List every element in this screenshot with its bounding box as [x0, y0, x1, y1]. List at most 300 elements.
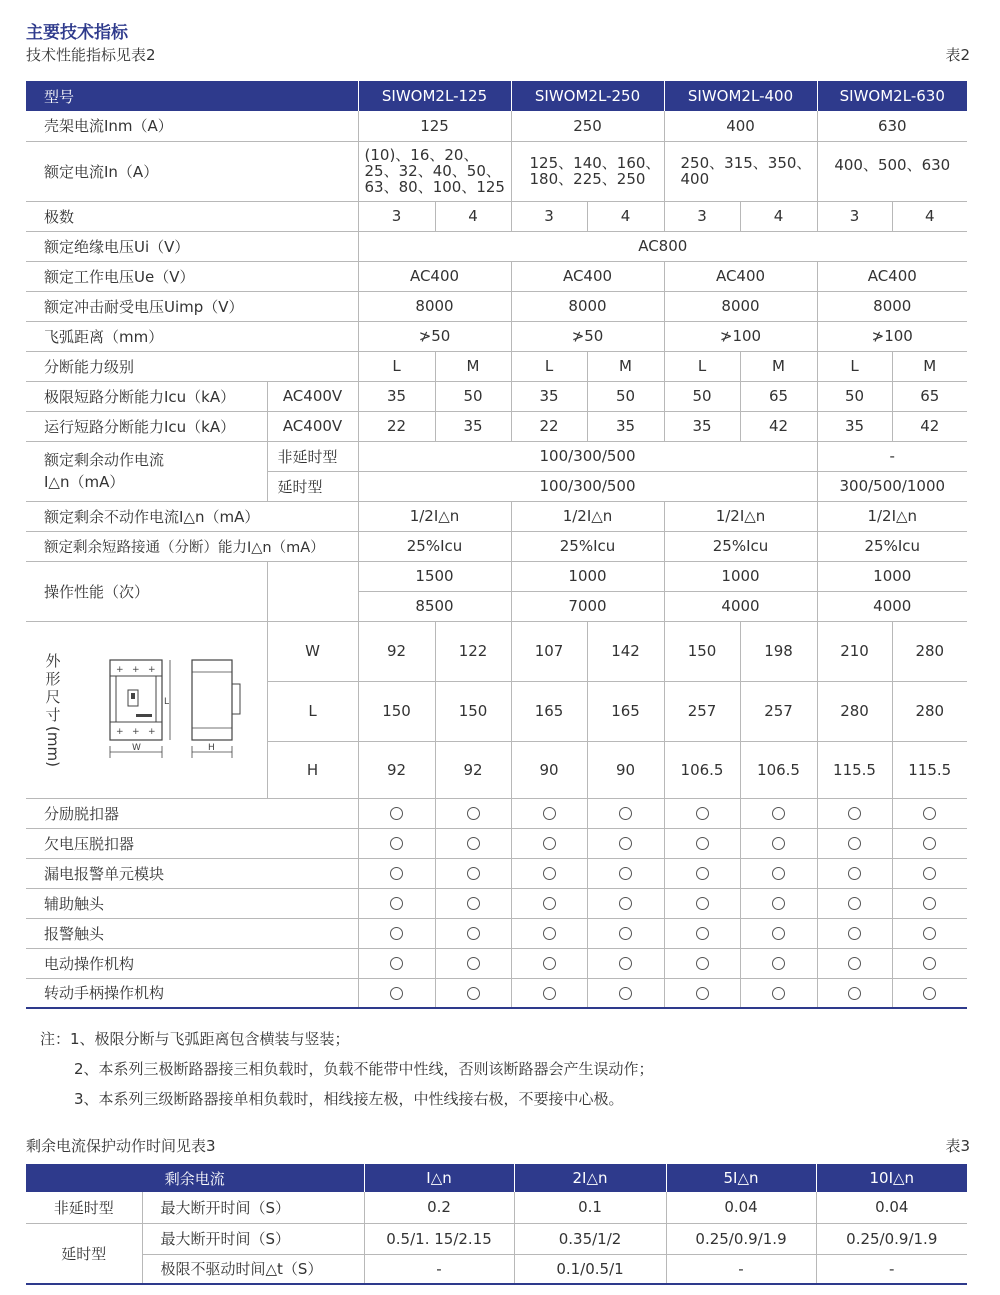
cell: 90 [511, 741, 587, 798]
cell: AC400 [817, 261, 967, 291]
sketch-l-label: L [164, 696, 170, 707]
cell: 198 [740, 621, 817, 681]
option-cell [358, 858, 435, 888]
cell: 115.5 [892, 741, 967, 798]
circle-option-icon [543, 837, 556, 850]
circle-option-icon [543, 957, 556, 970]
option-cell [358, 888, 435, 918]
option-cell [511, 798, 587, 828]
circle-option-icon [923, 957, 936, 970]
cell: M [587, 351, 664, 381]
table2-caption: 技术性能指标见表2 [26, 46, 156, 64]
circle-option-icon [543, 987, 556, 1000]
cell: 3 [511, 201, 587, 231]
header-model: 型号 [26, 81, 358, 111]
cell: 42 [892, 411, 967, 441]
cell: 25%Icu [664, 531, 817, 561]
circle-option-icon [772, 897, 785, 910]
cell: 35 [664, 411, 740, 441]
row-label: 极限短路分断能力Icu（kA） [26, 381, 267, 411]
option-cell [435, 798, 511, 828]
cell: - [666, 1254, 816, 1284]
cell: AC400 [511, 261, 664, 291]
cell: AC800 [358, 231, 967, 261]
option-cell [740, 798, 817, 828]
cell: 122 [435, 621, 511, 681]
option-cell [664, 918, 740, 948]
option-cell [587, 978, 664, 1008]
sketch-h-label: H [208, 742, 215, 753]
row-frame-current [26, 111, 967, 141]
circle-option-icon [390, 897, 403, 910]
option-cell [892, 948, 967, 978]
accessory-row [26, 918, 967, 948]
circle-option-icon [772, 927, 785, 940]
svg-text:+: + [148, 664, 156, 675]
cell: ≯50 [511, 321, 664, 351]
cell: 4 [587, 201, 664, 231]
item-cell: 最大断开时间（S） [142, 1223, 364, 1254]
type-cell: 非延时型 [26, 1192, 142, 1223]
option-cell [817, 888, 892, 918]
accessory-row [26, 888, 967, 918]
svg-text:+: + [148, 726, 156, 737]
circle-option-icon [467, 837, 480, 850]
accessory-label: 辅助触头 [26, 888, 358, 918]
circle-option-icon [923, 987, 936, 1000]
dimension-diagram-cell [26, 621, 267, 798]
blank-cell [267, 561, 358, 621]
circle-option-icon [619, 837, 632, 850]
accessory-label: 电动操作机构 [26, 948, 358, 978]
row-label: 分断能力级别 [26, 351, 358, 381]
circle-option-icon [390, 957, 403, 970]
option-cell [817, 978, 892, 1008]
option-cell [892, 978, 967, 1008]
circle-option-icon [390, 987, 403, 1000]
option-cell [587, 798, 664, 828]
option-cell [740, 918, 817, 948]
option-cell [511, 948, 587, 978]
circle-option-icon [696, 927, 709, 940]
dim-w-label: W [267, 621, 358, 681]
row-label: 额定剩余不动作电流I△n（mA） [26, 501, 358, 531]
option-cell [358, 978, 435, 1008]
circle-option-icon [772, 957, 785, 970]
circle-option-icon [619, 867, 632, 880]
option-cell [664, 978, 740, 1008]
cell: 125、140、160、180、225、250 [511, 141, 664, 201]
cell: 257 [664, 681, 740, 741]
item-cell: 最大断开时间（S） [142, 1192, 364, 1223]
circle-option-icon [848, 927, 861, 940]
svg-text:+: + [116, 664, 124, 675]
cell: 22 [358, 411, 435, 441]
row-label: 壳架电流Inm（A） [26, 111, 358, 141]
cell: 400、500、630 [817, 141, 967, 201]
option-cell [740, 978, 817, 1008]
option-cell [587, 858, 664, 888]
cell: 150 [664, 621, 740, 681]
cell: 0.1 [514, 1192, 666, 1223]
circle-option-icon [696, 897, 709, 910]
circle-option-icon [390, 867, 403, 880]
option-cell [587, 888, 664, 918]
row-label: 额定冲击耐受电压Uimp（V） [26, 291, 358, 321]
cell: 3 [817, 201, 892, 231]
cell: ≯100 [817, 321, 967, 351]
circle-option-icon [543, 927, 556, 940]
row-arc-distance [26, 321, 967, 351]
row-rated-current [26, 141, 967, 201]
accessory-row [26, 858, 967, 888]
t3-row-delay-max [26, 1223, 967, 1254]
row-working-voltage [26, 261, 967, 291]
cell: 35 [587, 411, 664, 441]
cell: AC400 [664, 261, 817, 291]
circle-option-icon [848, 837, 861, 850]
cell: 250 [511, 111, 664, 141]
circle-option-icon [619, 957, 632, 970]
cell: L [358, 351, 435, 381]
cell: 8500 [358, 591, 511, 621]
sketch-w-label: W [132, 742, 141, 753]
cell: 1/2I△n [664, 501, 817, 531]
accessory-label: 报警触头 [26, 918, 358, 948]
option-cell [740, 948, 817, 978]
cell: 4000 [817, 591, 967, 621]
cell: 92 [358, 741, 435, 798]
cell: M [740, 351, 817, 381]
dim-char: 形 [45, 669, 61, 688]
option-cell [817, 918, 892, 948]
spec-table [26, 81, 967, 1009]
option-cell [740, 828, 817, 858]
svg-text:+: + [132, 726, 140, 737]
cell: 35 [511, 381, 587, 411]
option-cell [511, 858, 587, 888]
residual-time-table [26, 1164, 967, 1285]
cell: 0.1/0.5/1 [514, 1254, 666, 1284]
row-label: 运行短路分断能力Icu（kA） [26, 411, 267, 441]
cell: - [364, 1254, 514, 1284]
circle-option-icon [772, 987, 785, 1000]
cell: 25%Icu [817, 531, 967, 561]
option-cell [358, 798, 435, 828]
row-impulse-voltage [26, 291, 967, 321]
circle-option-icon [619, 807, 632, 820]
cell: - [816, 1254, 967, 1284]
circle-option-icon [848, 957, 861, 970]
circle-option-icon [467, 897, 480, 910]
accessory-row [26, 828, 967, 858]
option-cell [358, 918, 435, 948]
dim-unit: (mm) [44, 725, 62, 767]
option-cell [358, 828, 435, 858]
circle-option-icon [543, 897, 556, 910]
cell: 300/500/1000 [817, 471, 967, 501]
option-cell [892, 798, 967, 828]
option-cell [664, 888, 740, 918]
non-delay-label: 非延时型 [267, 441, 358, 471]
breaker-sketch-icon [106, 650, 256, 775]
header-630: SIWOM2L-630 [817, 81, 967, 111]
cell: 1000 [511, 561, 664, 591]
cell: 8000 [358, 291, 511, 321]
option-cell [664, 858, 740, 888]
cell: 7000 [511, 591, 664, 621]
delay-label: 延时型 [267, 471, 358, 501]
circle-option-icon [923, 837, 936, 850]
cell: 1500 [358, 561, 511, 591]
option-cell [587, 948, 664, 978]
table3-tag: 表3 [945, 1137, 970, 1155]
t3-header-2: 2I△n [514, 1164, 666, 1192]
option-cell [740, 888, 817, 918]
circle-option-icon [772, 867, 785, 880]
circle-option-icon [543, 807, 556, 820]
dim-h-label: H [267, 741, 358, 798]
cell: 165 [587, 681, 664, 741]
cell: 0.04 [666, 1192, 816, 1223]
cell: 0.25/0.9/1.9 [666, 1223, 816, 1254]
row-label: 额定剩余短路接通（分断）能力I△n（mA） [26, 531, 358, 561]
header-250: SIWOM2L-250 [511, 81, 664, 111]
residual-label-line1: 额定剩余动作电流 [44, 451, 165, 469]
option-cell [587, 918, 664, 948]
cell: ≯50 [358, 321, 511, 351]
cell: 8000 [511, 291, 664, 321]
accessory-label: 转动手柄操作机构 [26, 978, 358, 1008]
item-cell: 极限不驱动时间△t（S） [142, 1254, 364, 1284]
circle-option-icon [390, 837, 403, 850]
t3-row-non-delay [26, 1192, 967, 1223]
circle-option-icon [696, 987, 709, 1000]
circle-option-icon [619, 927, 632, 940]
svg-text:+: + [132, 664, 140, 675]
accessory-row [26, 948, 967, 978]
cell: 250、315、350、400 [664, 141, 817, 201]
voltage-cell: AC400V [267, 381, 358, 411]
cell: 1000 [817, 561, 967, 591]
cell: 0.2 [364, 1192, 514, 1223]
circle-option-icon [696, 957, 709, 970]
cell: 0.04 [816, 1192, 967, 1223]
cell: 4000 [664, 591, 817, 621]
row-poles [26, 201, 967, 231]
circle-option-icon [696, 867, 709, 880]
cell: 8000 [817, 291, 967, 321]
header-400: SIWOM2L-400 [664, 81, 817, 111]
cell: 22 [511, 411, 587, 441]
t3-row-delay-limit [26, 1254, 967, 1284]
cell: 115.5 [817, 741, 892, 798]
dimension-label [44, 652, 62, 767]
svg-text:+: + [116, 726, 124, 737]
cell: M [892, 351, 967, 381]
cell: 90 [587, 741, 664, 798]
cell: 100/300/500 [358, 471, 817, 501]
option-cell [740, 858, 817, 888]
option-cell [587, 828, 664, 858]
circle-option-icon [619, 987, 632, 1000]
accessories-body [26, 798, 967, 1008]
circle-option-icon [543, 867, 556, 880]
cell: 107 [511, 621, 587, 681]
option-cell [817, 858, 892, 888]
circle-option-icon [848, 987, 861, 1000]
cell: 50 [664, 381, 740, 411]
cell: AC400 [358, 261, 511, 291]
option-cell [435, 858, 511, 888]
row-operating-1 [26, 561, 967, 591]
circle-option-icon [467, 807, 480, 820]
option-cell [511, 888, 587, 918]
cell: 280 [817, 681, 892, 741]
cell: 106.5 [664, 741, 740, 798]
circle-option-icon [923, 897, 936, 910]
cell: 1/2I△n [358, 501, 511, 531]
cell: L [817, 351, 892, 381]
cell: 3 [358, 201, 435, 231]
cell: 25%Icu [511, 531, 664, 561]
cell: 92 [435, 741, 511, 798]
cell: 1/2I△n [511, 501, 664, 531]
accessory-row [26, 978, 967, 1008]
cell: ≯100 [664, 321, 817, 351]
cell: 65 [892, 381, 967, 411]
circle-option-icon [923, 867, 936, 880]
cell: 3 [664, 201, 740, 231]
row-label: 额定电流In（A） [26, 141, 358, 201]
option-cell [664, 798, 740, 828]
option-cell [435, 978, 511, 1008]
accessory-row [26, 798, 967, 828]
residual-label-line2: I△n（mA） [44, 473, 125, 491]
option-cell [892, 858, 967, 888]
cell: 125 [358, 111, 511, 141]
option-cell [817, 828, 892, 858]
circle-option-icon [848, 867, 861, 880]
option-cell [664, 948, 740, 978]
dim-char: 寸 [45, 705, 61, 724]
option-cell [892, 918, 967, 948]
circle-option-icon [467, 867, 480, 880]
circle-option-icon [467, 927, 480, 940]
option-cell [435, 948, 511, 978]
cell: 4 [435, 201, 511, 231]
note-2: 2、本系列三极断路器接三相负载时，负载不能带中性线，否则该断路器会产生误动作； [74, 1060, 654, 1078]
voltage-cell: AC400V [267, 411, 358, 441]
circle-option-icon [848, 897, 861, 910]
row-label: 极数 [26, 201, 358, 231]
row-label: 飞弧距离（mm） [26, 321, 358, 351]
row-label: 操作性能（次） [26, 561, 267, 621]
row-residual-non-delay [26, 441, 967, 471]
row-label: 额定工作电压Ue（V） [26, 261, 358, 291]
option-cell [892, 828, 967, 858]
circle-option-icon [467, 987, 480, 1000]
cell: 50 [587, 381, 664, 411]
cell: 25%Icu [358, 531, 511, 561]
cell: 100/300/500 [358, 441, 817, 471]
t3-header-10: 10I△n [816, 1164, 967, 1192]
circle-option-icon [467, 957, 480, 970]
cell: 4 [740, 201, 817, 231]
accessory-label: 漏电报警单元模块 [26, 858, 358, 888]
option-cell [817, 798, 892, 828]
dim-l-label: L [267, 681, 358, 741]
row-label-residual [26, 441, 267, 501]
circle-option-icon [848, 807, 861, 820]
cell: 8000 [664, 291, 817, 321]
header-125: SIWOM2L-125 [358, 81, 511, 111]
cell: 50 [817, 381, 892, 411]
cell: L [511, 351, 587, 381]
circle-option-icon [772, 837, 785, 850]
circle-option-icon [923, 927, 936, 940]
circle-option-icon [390, 927, 403, 940]
option-cell [511, 828, 587, 858]
circle-option-icon [772, 807, 785, 820]
type-cell: 延时型 [26, 1223, 142, 1284]
circle-option-icon [390, 807, 403, 820]
cell: M [435, 351, 511, 381]
cell: 1/2I△n [817, 501, 967, 531]
circle-option-icon [619, 897, 632, 910]
option-cell [435, 918, 511, 948]
row-non-operating [26, 501, 967, 531]
cell: (10)、16、20、25、32、40、50、63、80、100、125 [358, 141, 511, 201]
cell: 400 [664, 111, 817, 141]
accessory-label: 欠电压脱扣器 [26, 828, 358, 858]
dim-char: 外 [45, 651, 61, 670]
option-cell [892, 888, 967, 918]
cell: 35 [817, 411, 892, 441]
option-cell [511, 978, 587, 1008]
circle-option-icon [923, 807, 936, 820]
table3-caption: 剩余电流保护动作时间见表3 [26, 1137, 216, 1155]
row-insulation-voltage [26, 231, 967, 261]
cell: 92 [358, 621, 435, 681]
t3-header-5: 5I△n [666, 1164, 816, 1192]
row-breaking-level [26, 351, 967, 381]
cell: 65 [740, 381, 817, 411]
cell: L [664, 351, 740, 381]
cell: 150 [358, 681, 435, 741]
circle-option-icon [696, 807, 709, 820]
section-title: 主要技术指标 [26, 23, 128, 43]
cell: 0.35/1/2 [514, 1223, 666, 1254]
option-cell [817, 948, 892, 978]
row-label: 额定绝缘电压Ui（V） [26, 231, 358, 261]
cell: 280 [892, 681, 967, 741]
option-cell [511, 918, 587, 948]
cell: 50 [435, 381, 511, 411]
circle-option-icon [696, 837, 709, 850]
option-cell [435, 828, 511, 858]
dim-char: 尺 [45, 687, 61, 706]
cell: 42 [740, 411, 817, 441]
cell: 210 [817, 621, 892, 681]
note-3: 3、本系列三级断路器接单相负载时，相线接左极，中性线接右极，不要接中心极。 [74, 1090, 624, 1108]
t3-header-residual: 剩余电流 [26, 1164, 364, 1192]
cell: - [817, 441, 967, 471]
cell: 106.5 [740, 741, 817, 798]
option-cell [435, 888, 511, 918]
cell: 35 [358, 381, 435, 411]
cell: 0.5/1. 15/2.15 [364, 1223, 514, 1254]
